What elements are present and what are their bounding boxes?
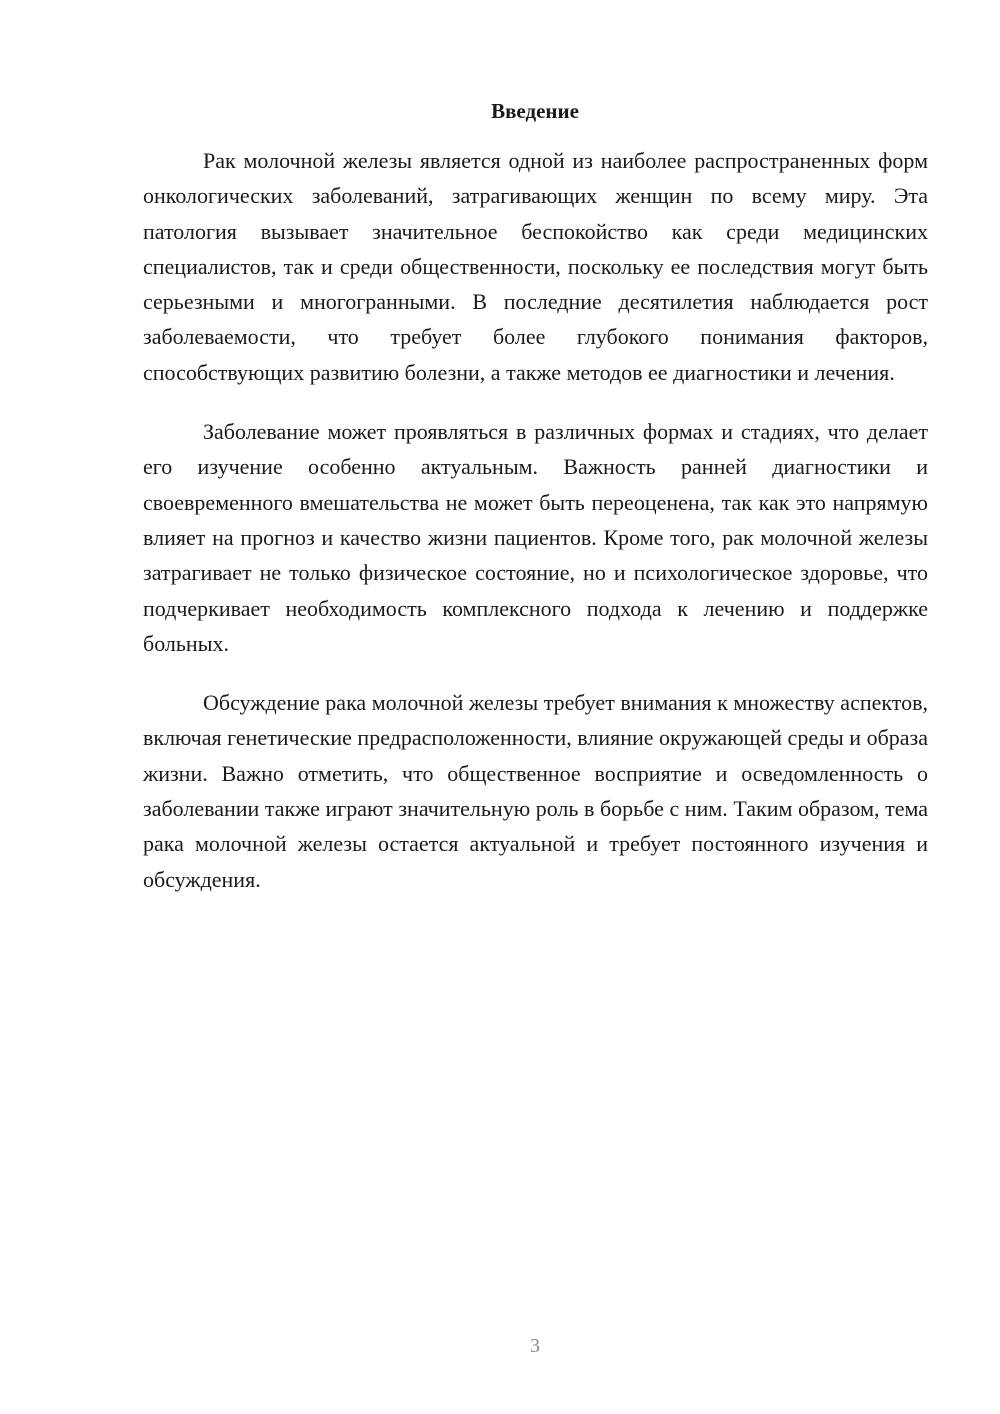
page-number: 3 (530, 1335, 540, 1357)
section-heading: Введение (491, 99, 579, 123)
paragraph-3: Обсуждение рака молочной железы требует внимания к множеству аспектов, включая генетические предрасположенности, влияние окружающей среды и образа жизни. Важно отметить, что общественное восприятие и осведомленность о заболевании также играют значительную роль в борьбе с ним. Таким образом, тема рака молочной железы остается актуальной и требует постоянного изучения и обсуждения. (143, 690, 928, 892)
paragraph-1: Рак молочной железы является одной из наиболее распространенных форм онкологических заболеваний, затрагивающих женщин по всему миру. Эта патология вызывает значительное беспокойство как среди медицинских специалистов, так и среди общественности, поскольку ее последствия могут быть серьезными и многогранными. В последние десятилетия наблюдается рост заболеваемости, что требует более глубокого понимания факторов, способствующих развитию болезни, а также методов ее диагностики и лечения. (143, 148, 928, 385)
body-text (143, 143, 928, 921)
paragraph-2: Заболевание может проявляться в различных формах и стадиях, что делает его изучение особенно актуальным. Важность ранней диагностики и своевременного вмешательства не может быть переоценена, так как это напрямую влияет на прогноз и качество жизни пациентов. Кроме того, рак молочной железы затрагивает не только физическое состояние, но и психологическое здоровье, что подчеркивает необходимость комплексного подхода к лечению и поддержке больных. (143, 419, 928, 656)
